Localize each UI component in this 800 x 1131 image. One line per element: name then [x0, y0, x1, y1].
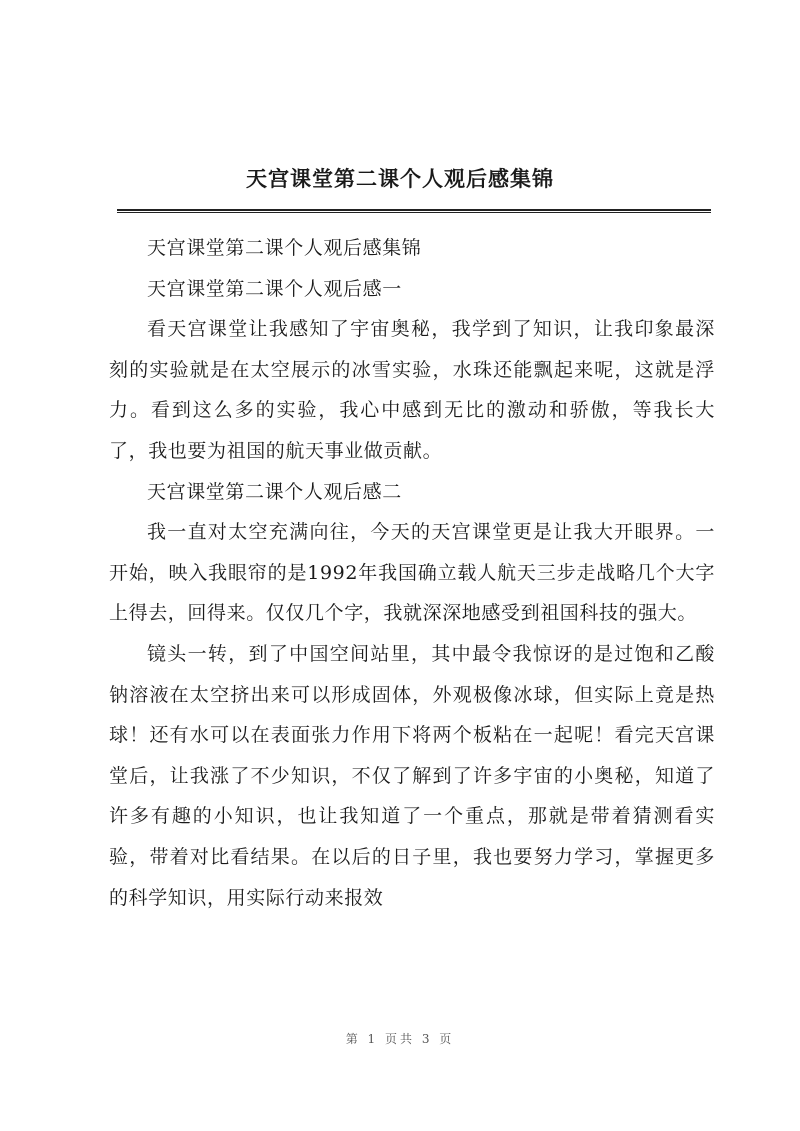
section-heading-1: 天宫课堂第二课个人观后感一	[147, 277, 402, 300]
document-body	[109, 228, 715, 918]
page-footer: 第 1 页共 3 页	[345, 1032, 455, 1046]
title-divider	[117, 209, 711, 213]
body-paragraph: 看天宫课堂让我感知了宇宙奥秘，我学到了知识，让我印象最深刻的实验就是在太空展示的冰雪实验，水珠还能飘起来呢，这就是浮力。看到这么多的实验，我心中感到无比的激动和骄傲，等我长大了，我也要为祖国的航天事业做贡献。	[109, 318, 715, 462]
body-heading: 天宫课堂第二课个人观后感集锦	[147, 237, 422, 259]
document-title: 天宫课堂第二课个人观后感集锦	[246, 166, 554, 191]
body-paragraph: 镜头一转，到了中国空间站里，其中最令我惊讶的是过饱和乙酸钠溶液在太空挤出来可以形成固体，外观极像冰球，但实际上竟是热球！还有水可以在表面张力作用下将两个板粘在一起呢！看完天宫课堂后，让我涨了不少知识，不仅了解到了许多宇宙的小奥秘，知道了许多有趣的小知识，也让我知道了一个重点，那就是带着猜测看实验，带着对比看结果。在以后的日子里，我也要努力学习，掌握更多的科学知识，用实际行动来报效	[109, 642, 715, 909]
section-heading-2: 天宫课堂第二课个人观后感二	[147, 480, 402, 503]
body-paragraph: 我一直对太空充满向往，今天的天宫课堂更是让我大开眼界。一开始，映入我眼帘的是1992年我国确立载人航天三步走战略几个大字上得去，回得来。仅仅几个字，我就深深地感受到祖国科技的强大。	[109, 521, 715, 625]
